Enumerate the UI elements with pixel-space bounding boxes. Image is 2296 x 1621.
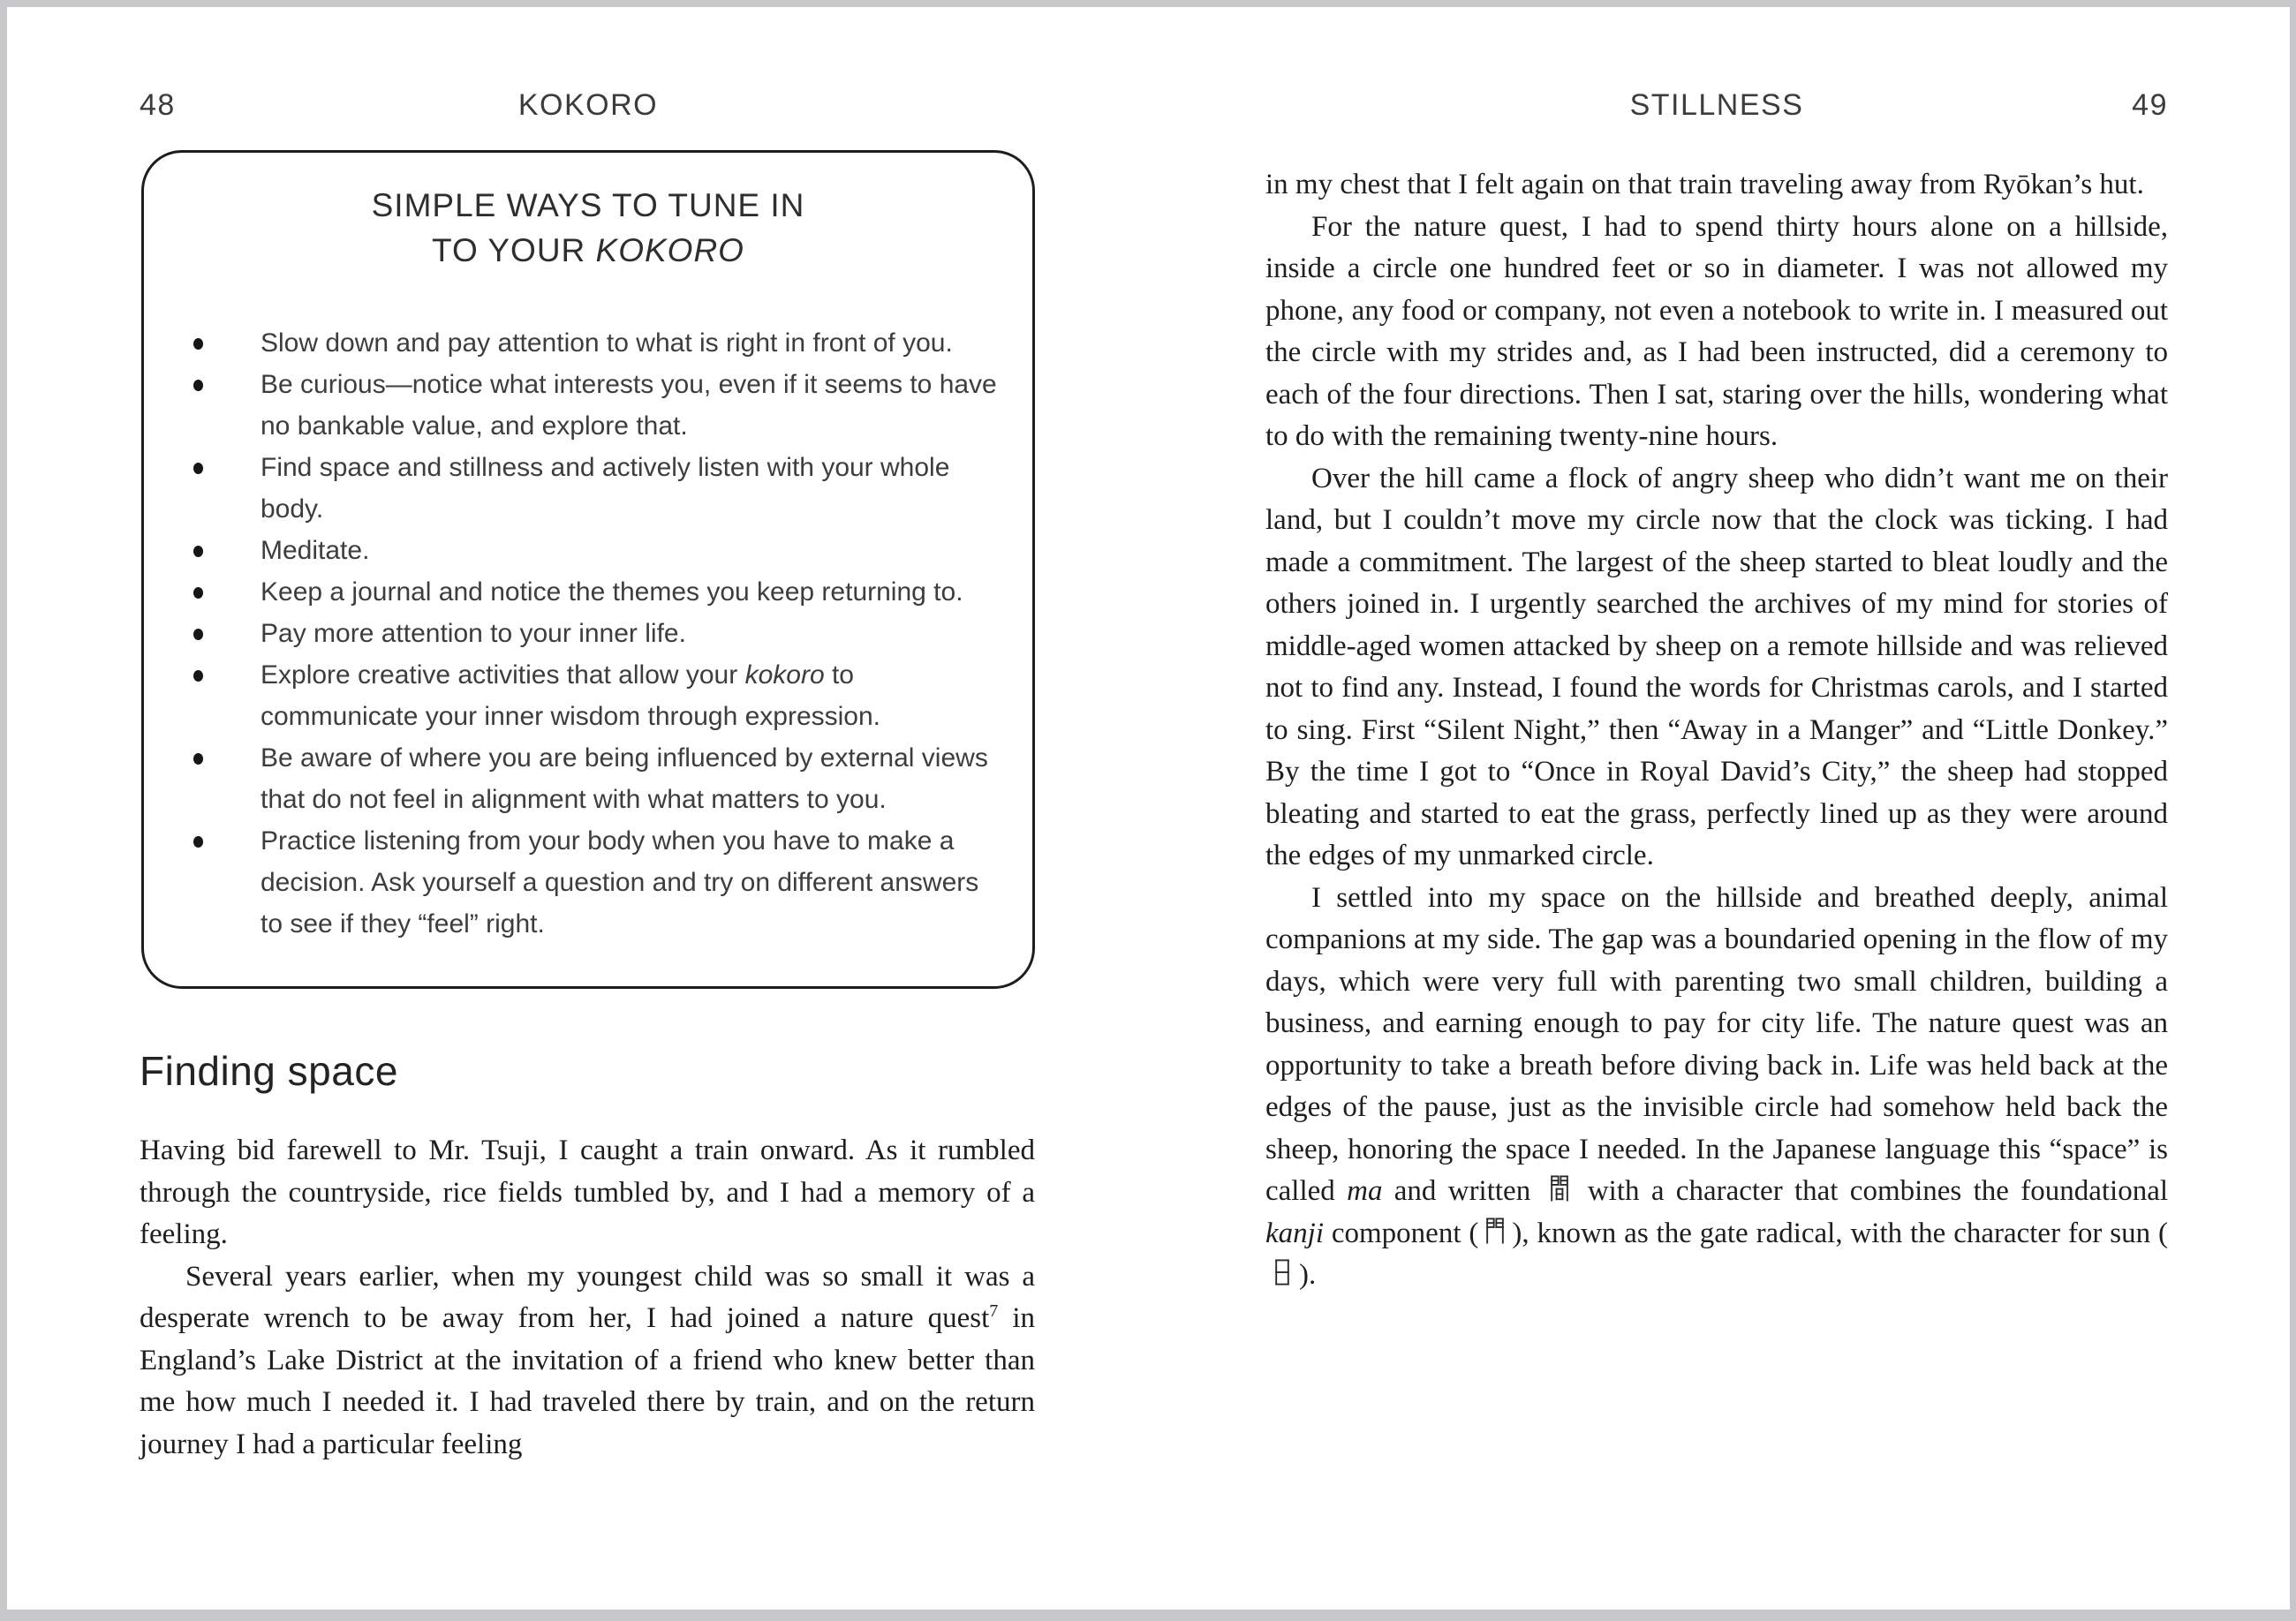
list-item: Slow down and pay attention to what is right in front of you. <box>190 322 1002 364</box>
callout-box-title: SIMPLE WAYS TO TUNE IN TO YOUR KOKORO <box>371 187 805 268</box>
box-bullet-list <box>174 322 1002 945</box>
open-book-page <box>7 7 2290 1610</box>
list-item: Explore creative activities that allow your kokoro to communicate your inner wisdom through expression. <box>190 654 1002 737</box>
paragraph: Over the hill came a flock of angry sheep who didn’t want me on their land, but I couldn’t move my circle now that the clock was ticking. I had made a commitment. The largest of the sheep started to bleat loudly and the others joined in. I urgently searched the archives of my mind for stories of middle-aged women attacked by sheep on a remote hillside and was relieved not to find any. Instead, I found the words for Christmas carols, and I started to sing. First “Silent Night,” then “Away in a Manger” and “Little Donkey.” By the time I got to “Once in Royal David’s City,” the sheep had stopped bleating and started to eat the grass, perfectly lined up as they were around the edges of my unmarked circle. <box>1265 462 2168 871</box>
paragraph: I settled into my space on the hillside and breathed deeply, animal companions at my side. The gap was a boundaried opening in the flow of my days, which were very full with parenting two small children, building a business, and earning enough to pay for city life. The nature quest was an opportunity to take a breath before diving back in. Life was held back at the edges of the pause, just as the invisible circle had somehow held back the sheep, honoring the space I needed. In the Japanese language this “space” is called ma and written with a character that combines the foundational kanji component ( ), known as the gate radical, with the character for sun ( ). <box>1265 881 2169 1291</box>
kanji-character <box>1545 1173 1575 1203</box>
list-item: Be aware of where you are being influenced by external views that do not feel in alignment with what matters to you. <box>190 737 1002 820</box>
paragraph: For the nature quest, I had to spend thirty hours alone on a hillside, inside a circle one hundred feet or so in diameter. I was not allowed my phone, any food or company, not even a notebook to write in. I measured out the circle with my strides and, as I had been instructed, did a ceremony to each of the four directions. Then I sat, staring over the hills, wondering what to do with the remaining twenty-nine hours. <box>1265 210 2168 452</box>
page-number-left: 48 <box>140 88 176 122</box>
kanji-character <box>1480 1216 1510 1246</box>
list-item: Pay more attention to your inner life. <box>190 613 1002 654</box>
paragraph: Having bid farewell to Mr. Tsuji, I caught a train onward. As it rumbled through the countryside, rice fields tumbled by, and I had a memory of a feeling. <box>140 1135 1035 1250</box>
section-heading: Finding space <box>140 1048 398 1094</box>
running-head-right: STILLNESS <box>1629 88 1804 122</box>
paragraph: Several years earlier, when my youngest child was so small it was a desperate wrench to be away from her, I had joined a nature quest$^7$ in England’s Lake District at the invitation of a friend who knew better than me how much I needed it. I had traveled there by train, and on the return journey I had a particular feeling <box>140 1260 1036 1460</box>
running-head-left: KOKORO <box>517 88 659 122</box>
list-item: Practice listening from your body when you have to make a decision. Ask yourself a question and try on different answers to see if they “feel” right. <box>190 820 1002 945</box>
kanji-character <box>1267 1257 1297 1287</box>
body-text-left <box>140 1130 1035 1466</box>
list-item: Find space and stillness and actively listen with your whole body. <box>190 447 1002 530</box>
tune-in-callout-box <box>141 150 1035 989</box>
body-text-right <box>1265 164 2168 1297</box>
page-number-right: 49 <box>2132 88 2168 122</box>
list-item: Meditate. <box>190 530 1002 571</box>
list-item: Keep a journal and notice the themes you keep returning to. <box>190 571 1002 613</box>
list-item: Be curious—notice what interests you, even if it seems to have no bankable value, and explore that. <box>190 364 1002 447</box>
paragraph: in my chest that I felt again on that train traveling away from Ryōkan’s hut. <box>1265 169 2144 200</box>
